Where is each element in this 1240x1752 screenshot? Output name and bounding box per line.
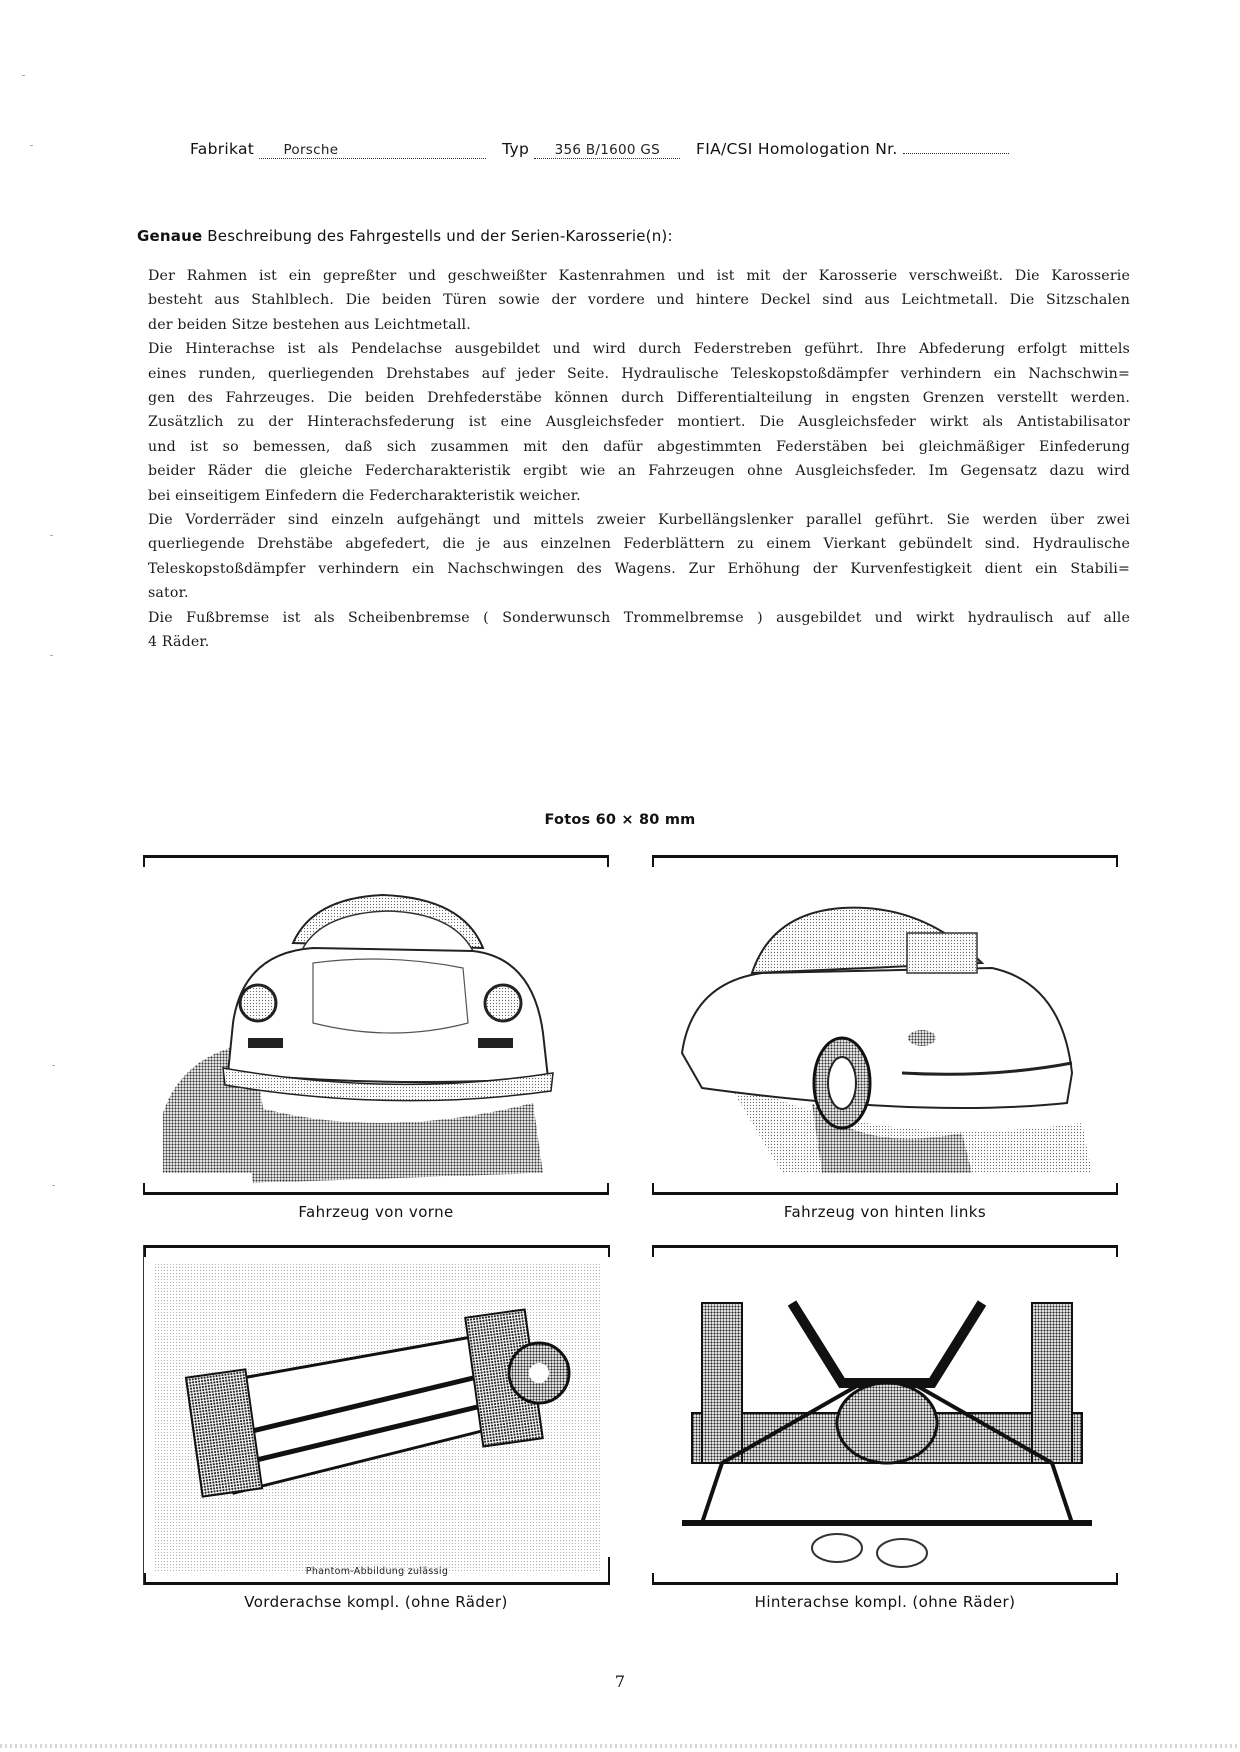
- scan-edge-artifact: [0, 1744, 1240, 1748]
- page-number: 7: [614, 1672, 626, 1691]
- scan-speck: [52, 1065, 55, 1066]
- text-line: Der Rahmen ist ein gepreßter und geschweißter Kastenrahmen und ist mit der Karosserie verschweißt. Die Karosserie: [148, 268, 1130, 284]
- text-line: sator.: [148, 585, 189, 602]
- text-line: querliegende Drehstäbe abgefedert, die je aus einzelnen Federblättern zu einem Vierkant gebündelt sind. Hydraulische: [148, 536, 1130, 553]
- text-line: Teleskopstoßdämpfer verhindern ein Nachschwingen des Wagens. Zur Erhöhung der Kurvenfestigkeit dient ein Stabili=: [148, 560, 1130, 577]
- text-line: Die Vorderräder sind einzeln aufgehängt und mittels zweier Kurbellängslenker parallel geführt. Sie werden über zwei: [148, 512, 1130, 529]
- text-line: Zusätzlich zu der Hinterachsfederung ist eine Ausgleichsfeder montiert. Die Ausgleichsfeder wirkt als Antistabilisator: [148, 414, 1130, 431]
- photo-cell-rear-axle: [652, 1245, 1118, 1611]
- phantom-note: Phantom-Abbildung zulässig: [305, 1566, 449, 1577]
- scan-speck: [50, 535, 53, 536]
- front-axle-photo: [154, 1263, 600, 1573]
- car-rear-photo: [662, 873, 1108, 1183]
- photo-cell-front-axle: [143, 1245, 609, 1611]
- car-front-photo: [153, 873, 599, 1183]
- photo-caption: Vorderachse kompl. (ohne Räder): [244, 1593, 508, 1611]
- homologation-label: FIA/CSI Homologation Nr.: [696, 140, 898, 158]
- text-line: bei einseitigem Einfedern die Federcharakteristik weicher.: [148, 487, 581, 504]
- fabrikat-label: Fabrikat: [190, 140, 255, 158]
- text-line: gen des Fahrzeuges. Die beiden Drehfederstäbe können durch Differentialteilung in engsten Grenzen verstellt werden.: [148, 390, 1130, 407]
- text-line: Die Fußbremse ist als Scheibenbremse ( Sonderwunsch Trommelbremse ) ausgebildet und wirkt hydraulisch auf alle: [148, 609, 1130, 626]
- text-line: besteht aus Stahlblech. Die beiden Türen sowie der vordere und hintere Deckel sind aus Leichtmetall. Die Sitzschalen: [148, 292, 1130, 309]
- text-line: und ist so bemessen, daß sich zusammen mit den dafür abgestimmten Federstäben bei gleichmäßiger Einfederung: [148, 438, 1130, 455]
- typ-value: 356 B/1600 GS: [534, 142, 680, 159]
- homologation-value: [903, 153, 1009, 154]
- text-line: 4 Räder.: [148, 634, 210, 651]
- section-title: [137, 227, 673, 245]
- typ-label: Typ: [502, 140, 530, 158]
- scan-speck: [30, 145, 33, 146]
- photos-heading: Fotos 60 × 80 mm: [544, 812, 696, 828]
- text-line: der beiden Sitze bestehen aus Leichtmetall.: [148, 316, 471, 333]
- photo-frame: [143, 855, 609, 1195]
- photo-frame: [652, 855, 1118, 1195]
- photo-caption: Fahrzeug von vorne: [298, 1203, 454, 1221]
- document-header: [190, 140, 1090, 159]
- photo-caption: Fahrzeug von hinten links: [783, 1203, 987, 1221]
- section-title-bold: Genaue: [137, 227, 203, 245]
- section-title-rest: Beschreibung des Fahrgestells und der Serien-Karosserie(n):: [202, 227, 673, 245]
- photo-cell-rear: [652, 855, 1118, 1221]
- rear-axle-photo: [662, 1263, 1108, 1573]
- text-line: beider Räder die gleiche Federcharakteristik ergibt wie an Fahrzeugen ohne Ausgleichsfeder. Im Gegensatz dazu wird: [148, 463, 1130, 480]
- text-line: Die Hinterachse ist als Pendelachse ausgebildet und wird durch Federstreben geführt. Ihre Abfederung erfolgt mittels: [148, 341, 1130, 358]
- photo-frame: [143, 1245, 610, 1585]
- scan-speck: [50, 655, 53, 656]
- photo-frame: [652, 1245, 1118, 1585]
- fabrikat-value: Porsche: [259, 142, 486, 159]
- photo-caption: Hinterachse kompl. (ohne Räder): [754, 1593, 1016, 1611]
- scan-speck: [52, 1185, 55, 1186]
- text-line: eines runden, querliegenden Drehstabes auf jeder Seite. Hydraulische Teleskopstoßdämpfer verhindern ein Nachschwin=: [148, 365, 1130, 382]
- photo-cell-front: [143, 855, 609, 1221]
- description-text: [148, 264, 1130, 655]
- scan-speck: [22, 75, 25, 76]
